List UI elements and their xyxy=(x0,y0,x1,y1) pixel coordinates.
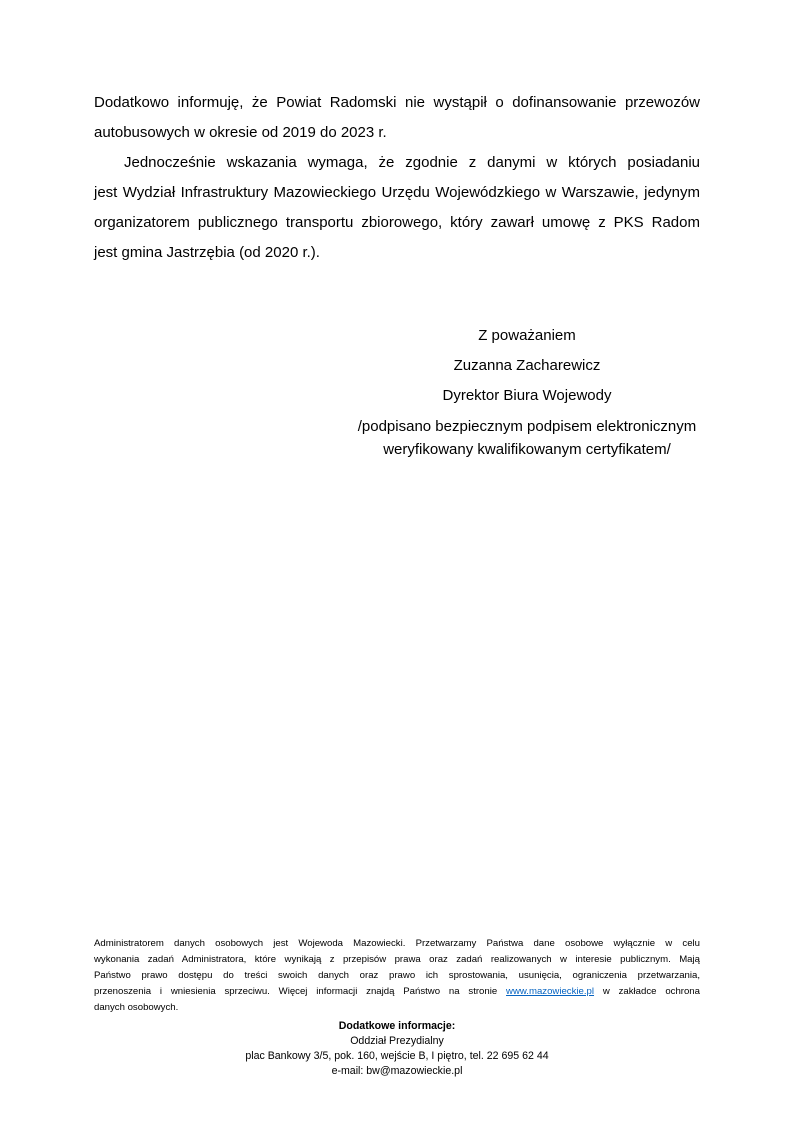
additional-info-heading: Dodatkowe informacje: xyxy=(338,1019,456,1032)
electronic-signature-note xyxy=(352,415,702,461)
privacy-notice xyxy=(94,936,700,1016)
privacy-notice-line xyxy=(94,984,700,1000)
department-name: Oddział Prezydialny xyxy=(350,1034,444,1047)
paragraph-2 xyxy=(94,148,700,268)
esignature-note-line: /podpisano bezpiecznym podpisem elektronicznym xyxy=(357,418,697,435)
paragraph-1 xyxy=(94,88,700,148)
privacy-notice-line: wykonania zadań Administratora, które wynikają z przepisów prawa oraz zadań realizowanych w interesie publicznym. Mają xyxy=(94,954,700,965)
paragraph-line: Jednocześnie wskazania wymaga, że zgodnie z danymi w których posiadaniu xyxy=(124,154,700,171)
page-footer xyxy=(94,936,700,1079)
signer-name: Zuzanna Zacharewicz xyxy=(453,357,601,374)
paragraph-line: organizatorem publicznego transportu zbiorowego, który zawarł umowę z PKS Radom xyxy=(94,214,700,231)
mazowieckie-website-link[interactable]: www.mazowieckie.pl xyxy=(506,986,595,997)
office-address: plac Bankowy 3/5, pok. 160, wejście B, I piętro, tel. 22 695 62 44 xyxy=(245,1049,549,1062)
closing-phrase: Z poważaniem xyxy=(478,327,576,344)
esignature-note-line: weryfikowany kwalifikowanym certyfikatem/ xyxy=(383,441,671,458)
office-email: e-mail: bw@mazowieckie.pl xyxy=(331,1064,463,1077)
paragraph-line: Dodatkowo informuję, że Powiat Radomski nie wystąpił o dofinansowanie przewozów xyxy=(94,94,700,111)
signer-title: Dyrektor Biura Wojewody xyxy=(442,387,612,404)
paragraph-line: autobusowych w okresie od 2019 do 2023 r. xyxy=(94,124,387,141)
letter-body xyxy=(94,88,700,268)
privacy-notice-line: Administratorem danych osobowych jest Wojewoda Mazowiecki. Przetwarzamy Państwa dane osobowe wyłącznie w celu xyxy=(94,938,700,949)
paragraph-line: jest gmina Jastrzębia (od 2020 r.). xyxy=(94,244,320,261)
privacy-notice-line: danych osobowych. xyxy=(94,1002,179,1013)
paragraph-line: jest Wydział Infrastruktury Mazowieckiego Urzędu Wojewódzkiego w Warszawie, jedynym xyxy=(94,184,700,201)
privacy-notice-text: przenoszenia i wniesienia sprzeciwu. Więcej informacji znajdą Państwo na stronie xyxy=(94,986,507,997)
privacy-notice-line: Państwo prawo dostępu do treści swoich danych oraz prawo ich sprostowania, usunięcia, ograniczenia przetwarzania, xyxy=(94,970,700,981)
signature-block xyxy=(352,321,702,461)
additional-info xyxy=(94,1019,700,1079)
privacy-notice-text: w zakładce ochrona xyxy=(594,986,700,997)
